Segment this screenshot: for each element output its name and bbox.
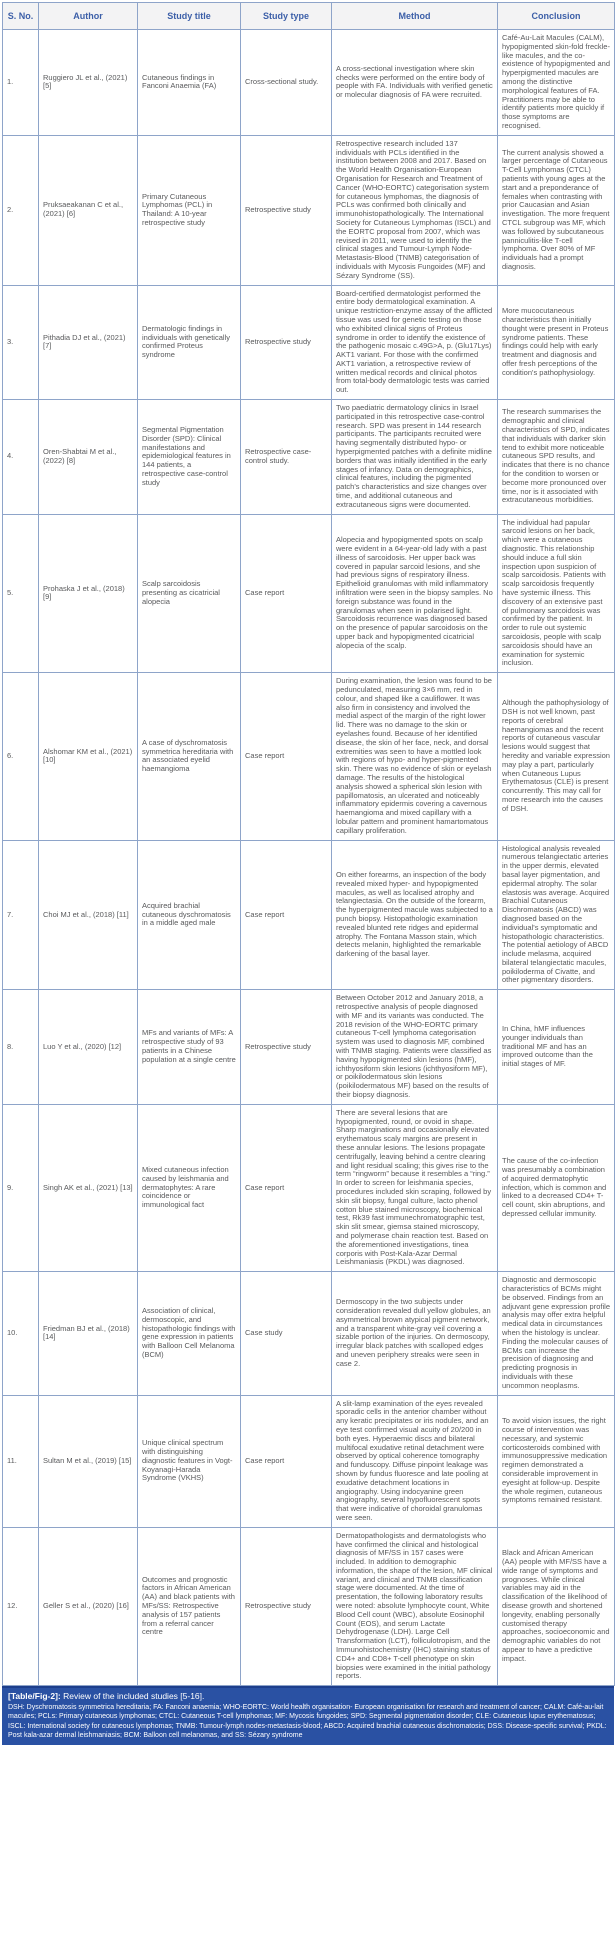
table-caption	[2, 1686, 614, 1745]
method-cell: Two paediatric dermatology clinics in Israel participated in this retrospective case-control research. SPD was present in 144 research participants. The participants recruited were having segmentally distributed hypo- or hyperpigmented patches with a definite midline borders that was initially identified in the early stages of infancy. Data on demographics, clinical features, including the pigmented patch's characteristics and size changes over time, and additional cutaneous and extracutaneous signs were documented.	[332, 400, 498, 515]
table-row	[3, 1272, 615, 1395]
caption-title	[8, 1691, 608, 1702]
study-title-cell: A case of dyschromatosis symmetrica hereditaria with an associated eyelid haemangioma	[138, 673, 241, 840]
conclusion-cell: In China, hMF influences younger individuals than traditional MF and has an improved outcome than the initial stages of MF.	[498, 990, 615, 1105]
study-type-cell: Retrospective study	[241, 285, 332, 400]
studies-table-body	[3, 30, 615, 1686]
method-cell: During examination, the lesion was found to be pedunculated, measuring 3×6 mm, red in colour, and shaped like a cauliflower. It was also firm in consistency and involved the medial aspect of the margin of the right lower lid. There was no damage to the skin or eyelashes found. Because of her identified disease, the skin of her face, neck, and dorsal extremities was seen to have a mottled look with regions of hypo- and hyper-pigmented skin. There was no evidence of skin or eyelash damage. The results of the histological analysis showed a spherical skin lesion with papillomatosis, an ulcerated and noticeably inflammatory epidermis covering a cavernous haemangioma and mixed capillary with a lobular pattern and prominent hamartomatous capillary proliferation.	[332, 673, 498, 840]
conclusion-cell: Diagnostic and dermoscopic characteristics of BCMs might be observed. Findings from an adjuvant gene expression profile analysis may offer extra helpful medical data in circumstances when the histology is unclear. Finding the molecular causes of BCMs can increase the precision of diagnosing and predicting prognosis in individuals with these uncommon neoplasms.	[498, 1272, 615, 1395]
table-row	[3, 400, 615, 515]
header-author: Author	[39, 3, 138, 30]
study-title-cell: Primary Cutaneous Lymphomas (PCL) in Thailand: A 10-year retrospective study	[138, 135, 241, 285]
method-cell: A cross-sectional investigation where skin checks were performed on the entire body of people with FA. Individuals with verified genetic or molecular diagnosis of FA were recruited.	[332, 30, 498, 136]
study-type-cell: Retrospective study	[241, 135, 332, 285]
studies-table	[2, 2, 615, 1686]
author-cell: Prohaska J et al., (2018) [9]	[39, 514, 138, 673]
serial-number-cell: 6.	[3, 673, 39, 840]
study-type-cell: Cross-sectional study.	[241, 30, 332, 136]
serial-number-cell: 7.	[3, 840, 39, 990]
study-title-cell: Cutaneous findings in Fanconi Anaemia (FA)	[138, 30, 241, 136]
serial-number-cell: 5.	[3, 514, 39, 673]
conclusion-cell: The individual had papular sarcoid lesions on her back, which were a cutaneous diagnostic. This relationship should induce a full skin inspection upon suspicion of scalp sarcoidosis. Patients with scalp sarcoidosis frequently have systemic illness. This discovery of an extensive past of pulmonary sarcoidosis was confirmed by the patient. In order to rule out systemic sarcoidosis, people with scalp sarcoidosis should have an examination for systemic inclusion.	[498, 514, 615, 673]
study-title-cell: Scalp sarcoidosis presenting as cicatricial alopecia	[138, 514, 241, 673]
serial-number-cell: 10.	[3, 1272, 39, 1395]
conclusion-cell: The cause of the co-infection was presumably a combination of acquired dermatophytic infection, which is common and linked to a decreased CD4+ T-cell count, skin abruptions, and depressed cellular immunity.	[498, 1104, 615, 1271]
table-row	[3, 1395, 615, 1527]
study-title-cell: Association of clinical, dermoscopic, and histopathologic findings with gene expression in patients with Balloon Cell Melanoma (BCM)	[138, 1272, 241, 1395]
study-type-cell: Case report	[241, 514, 332, 673]
author-cell: Sultan M et al., (2019) [15]	[39, 1395, 138, 1527]
conclusion-cell: Histological analysis revealed numerous telangiectatic arteries in the upper dermis, elevated basal layer pigmentation, and epidermal atrophy. The solar elastosis was average. Acquired Brachial Cutaneous Dischromatosis (ABCD) was diagnosed based on the individual's symptomatic and histopathologic characteristics. The potential aetiology of ABCD include melasma, acquired bilateral telangiectatic macules, poikiloderma of Civatte, and other pigmentary disorders.	[498, 840, 615, 990]
conclusion-cell: More mucocutaneous characteristics than initially thought were present in Proteus syndrome patients. These findings could help with early treatment and diagnosis and offer fresh perceptions of the condition's pathophysiology.	[498, 285, 615, 400]
study-title-cell: MFs and variants of MFs: A retrospective study of 93 patients in a Chinese population at a single centre	[138, 990, 241, 1105]
method-cell: On either forearms, an inspection of the body revealed mixed hyper- and hypopigmented macules, as well as localised atrophy and telangiectasia. On the outside of the forearm, the hyperpigmented macule was subjected to a punch biopsy. Histopathologic examination revealed blunted rete ridges and epidermal atrophy. The Fontana Masson stain, which detects melanin, highlighted the remarkable darkening of the basal layer.	[332, 840, 498, 990]
conclusion-cell: The current analysis showed a larger percentage of Cutaneous T-Cell Lymphomas (CTCL) patients with young ages at the start and a preponderance of females when contrasting with prior Caucasian and Asian investigation. The more frequent CTCL subgroup was MF, which was followed by subcutaneous panniculitis-like T-cell lymphoma. Over 80% of MF individuals had a prompt diagnosis.	[498, 135, 615, 285]
serial-number-cell: 9.	[3, 1104, 39, 1271]
serial-number-cell: 8.	[3, 990, 39, 1105]
author-cell: Friedman BJ et al., (2018) [14]	[39, 1272, 138, 1395]
caption-abbreviations: DSH: Dyschromatosis symmetrica hereditaria; FA: Fanconi anaemia; WHO-EORTC: World health organisation- European organisation for research and treatment of cancer; CALM: Café-au-lait macules; PCLs: Primary cutaneous lymphomas; CTCL: Cutaneous T-cell lymphomas; MF: Mycosis fungoides; SPD: Segmental pigmentation disorder; CLE: Cutaneous lupus erythematosus; ISCL: International society for cutaneous lymphomas; TNMB: Tumour-lymph nodes-metastasis-blood; ABCD: Acquired brachial cutaneous dischromatosis; DSS: Disease-specific survival; PKDL: Post kala-azar dermal leishmaniasis; BCM: Balloon cell melanomas, and SS: Sézary syndrome	[8, 1704, 607, 1739]
author-cell: Choi MJ et al., (2018) [11]	[39, 840, 138, 990]
author-cell: Pithadia DJ et al., (2021) [7]	[39, 285, 138, 400]
conclusion-cell: The research summarises the demographic and clinical characteristics of SPD, indicates that individuals with darker skin tend to exhibit more noticeable cutaneous SPD results, and indicates that there is no chance for the condition to worsen or become more pronounced over time, nor is it associated with extracutaneous morbidities.	[498, 400, 615, 515]
author-cell: Geller S et al., (2020) [16]	[39, 1527, 138, 1686]
table-row	[3, 135, 615, 285]
caption-text: Review of the included studies [5-16].	[63, 1691, 205, 1702]
table-row	[3, 840, 615, 990]
serial-number-cell: 11.	[3, 1395, 39, 1527]
header-conclusion: Conclusion	[498, 3, 615, 30]
header-row	[3, 3, 615, 30]
header-method: Method	[332, 3, 498, 30]
method-cell: Dermatopathologists and dermatologists who have confirmed the clinical and histological diagnosis of MF/SS in 157 cases were included. In addition to demographic information, the shape of the lesion, MF clinical variant, and clinical and TNMB classification stage were documented. At the time of presentation, the following laboratory results were noted: absolute lymphocyte count, White Blood Cell count (WBC), absolute Eosinophil Count (EOS), and serum Lactate Dehydrogenase (LDH). Large Cell Transformation (LCT), folliculotropism, and the Immunohistochemistry (IHC) staining status of CD4+ and CD8+ T-cell phenotype on skin biopsies were examined in the initial pathology reports.	[332, 1527, 498, 1686]
serial-number-cell: 3.	[3, 285, 39, 400]
author-cell: Ruggiero JL et al., (2021) [5]	[39, 30, 138, 136]
header-study-type: Study type	[241, 3, 332, 30]
author-cell: Oren-Shabtai M et al., (2022) [8]	[39, 400, 138, 515]
study-type-cell: Case report	[241, 1395, 332, 1527]
study-type-cell: Case report	[241, 840, 332, 990]
study-type-cell: Case study	[241, 1272, 332, 1395]
study-title-cell: Mixed cutaneous infection caused by leishmania and dermatophytes: A rare coincidence or immunological fact	[138, 1104, 241, 1271]
table-header	[3, 3, 615, 30]
study-title-cell: Dermatologic findings in individuals with genetically confirmed Proteus syndrome	[138, 285, 241, 400]
table-row	[3, 990, 615, 1105]
author-cell: Singh AK et al., (2021) [13]	[39, 1104, 138, 1271]
author-cell: Luo Y et al., (2020) [12]	[39, 990, 138, 1105]
study-type-cell: Retrospective study	[241, 990, 332, 1105]
serial-number-cell: 12.	[3, 1527, 39, 1686]
method-cell: Alopecia and hypopigmented spots on scalp were evident in a 64-year-old lady with a past illness of sarcoidosis. Her upper back was covered in papular sarcoid lesions, and she had previous signs of respiratory illness. Epithelioid granulomas with mild inflammatory infiltration were seen in the biopsy samples. No foreign substance was found in the granulomas when seen in polarised light. Sarcoidosis recurrence was diagnosed based on the presence of papular sarcoidosis on the upper back and hypopigmented cicatricial alopecia of the scalp.	[332, 514, 498, 673]
table-row	[3, 1104, 615, 1271]
serial-number-cell: 4.	[3, 400, 39, 515]
header-serial-number: S. No.	[3, 3, 39, 30]
conclusion-cell: To avoid vision issues, the right course of intervention was necessary, and systemic corticosteroids combined with immunosuppressive medication regimen demonstrated a considerable improvement in eyesight at follow-up. Despite the whole regimen, cutaneous symptoms remained resistant.	[498, 1395, 615, 1527]
table-row	[3, 285, 615, 400]
caption-label: [Table/Fig-2]:	[8, 1691, 61, 1702]
study-type-cell: Case report	[241, 673, 332, 840]
author-cell: Alshomar KM et al., (2021) [10]	[39, 673, 138, 840]
method-cell: Between October 2012 and January 2018, a retrospective analysis of people diagnosed with MF and its variants was conducted. The 2018 revision of the WHO-EORTC primary cutaneous T-cell lymphoma categorisation system was used to diagnosis MF, combined with TNMB staging. Patients were classified as having hypopigmented skin lesions (hMF), ichthyosiform skin lesions (ichthyosiform MF), or poikilodermatous skin lesions (poikilodermatous MF) based on the results of their biopsy diagnosis.	[332, 990, 498, 1105]
method-cell: A slit-lamp examination of the eyes revealed sporadic cells in the anterior chamber without any keratic precipitates or iris nodules, and an eye test confirmed visual acuity of 20/200 in both eyes. Hyperaemic discs and bilateral multifocal exudative retinal detachment were observed by optical coherence tomography and funduscopy. Diffuse pinpoint leakage was shown by fundus fluoresce and late pooling at exudative detachment locations in angiography. Using indocyanine green angiography, several hypofluorescent spots that were indicative of choroidal granulomas were seen.	[332, 1395, 498, 1527]
method-cell: Dermoscopy in the two subjects under consideration revealed dull yellow globules, an asymmetrical brown atypical pigment network, and a transparent white-gray veil covering a sizable portion of the injuries. On dermoscopy, irregular black patches with scalloped edges and uneven periphery streaks were seen in case 2.	[332, 1272, 498, 1395]
method-cell: Board-certified dermatologist performed the entire body dermatological examination. A unique restriction-enzyme assay of the afflicted tissue was used for genetic testing on those who exhibited clinical signs of Proteus syndrome in order to identify the existence of the pathogenic mosaic c.49G>A, p. (Glu17Lys) AKT1 variant. For those with the confirmed AKT1 variation, a retrospective review of written medical records and clinical photos from total-body dermatologic tests was carried out.	[332, 285, 498, 400]
conclusion-cell: Café-Au-Lait Macules (CALM), hypopigmented skin-fold freckle-like macules, and the co-existence of hypopigmented and hyperpigmented macules are among the distinctive morphological features of FA. Practitioners may be able to identify patients more quickly if those symptoms are recognised.	[498, 30, 615, 136]
study-title-cell: Segmental Pigmentation Disorder (SPD): Clinical manifestations and epidemiological features in 144 patients, a retrospective case-control study	[138, 400, 241, 515]
method-cell: Retrospective research included 137 individuals with PCLs identified in the institution between 2008 and 2017. Based on the World Health Organisation-European Organisation for Research and Treatment of Cancer (WHO-EORTC) categorisation system for cutaneous lymphomas, the diagnosis of PCLs was confirmed both clinically and immunohistopathologically. The International Society for Cutaneous Lymphomas (ISCL) and the EORTC proposal from 2007, which was revised in 2011, were used to identify the clinical stages and Tumour-Lymph Node-Metastasis-Blood (TNMB) categorisation of individuals with Mycosis Fungoides (MF) and Sézary Syndrome (SS).	[332, 135, 498, 285]
study-title-cell: Acquired brachial cutaneous dyschromatosis in a middle aged male	[138, 840, 241, 990]
conclusion-cell: Although the pathophysiology of DSH is not well known, past reports of cerebral haemangiomas and the recent reports of cutaneous vascular lesions would suggest that heredity and variable expression may play a part, particularly when Cutaneous Lupus Erythematosus (CLE) is present concurrently. This may call for more research into the causes of DSH.	[498, 673, 615, 840]
study-title-cell: Outcomes and prognostic factors in African American (AA) and black patients with MFs/SS: Retrospective analysis of 157 patients from a referral cancer centre	[138, 1527, 241, 1686]
table-row	[3, 673, 615, 840]
study-title-cell: Unique clinical spectrum with distinguishing diagnostic features in Vogt-Koyanagi-Harada Syndrome (VKHS)	[138, 1395, 241, 1527]
serial-number-cell: 1.	[3, 30, 39, 136]
conclusion-cell: Black and African American (AA) people with MF/SS have a wide range of symptoms and prognoses. While clinical variables may aid in the classification of the likelihood of disease growth and shortened longevity, enabling personally customised therapy approaches, socioeconomic and demographic variables do not appear to have a predictive impact.	[498, 1527, 615, 1686]
method-cell: There are several lesions that are hypopigmented, round, or ovoid in shape. Sharp marginations and occasionally elevated erythematous scaly margins are present in these annular lesions. The lesions propagate centrifugally, leaving behind a centre clearing and light residual scaling; this gives rise to the term “ringworm” because it resembles a “ring.” In order to screen for leishmania species, procedures included skin scraping, followed by skin slit biopsy, fungal culture, lacto phenol cotton blue stained microscopy, biochemical test, Rk39 fast immunechromatographic test, skin slit smear, giemsa stained microscopy, and polymerase chain reaction test. Based on the aforementioned investigations, tinea corporis with Post-Kala-Azar Dermal Leishmaniasis (PKDL) was diagnosed.	[332, 1104, 498, 1271]
study-type-cell: Retrospective case-control study.	[241, 400, 332, 515]
serial-number-cell: 2.	[3, 135, 39, 285]
study-type-cell: Case report	[241, 1104, 332, 1271]
header-study-title: Study title	[138, 3, 241, 30]
author-cell: Pruksaeakanan C et al., (2021) [6]	[39, 135, 138, 285]
table-row	[3, 514, 615, 673]
table-row	[3, 1527, 615, 1686]
study-type-cell: Retrospective study	[241, 1527, 332, 1686]
table-row	[3, 30, 615, 136]
